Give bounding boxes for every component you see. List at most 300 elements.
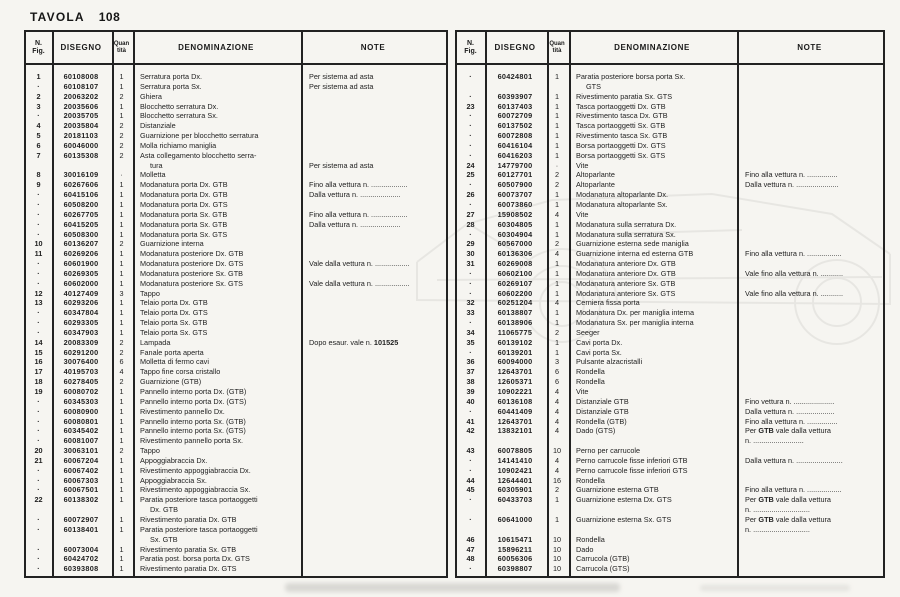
fig-cell: · (37, 554, 40, 564)
qty-cell: 1 (554, 259, 560, 269)
note-cell (736, 545, 883, 555)
disegno-cell: 60291200 (63, 347, 99, 357)
note-cell: Dalla vettura n. ..................... (745, 180, 839, 190)
fig-cell: 30 (466, 249, 475, 259)
qty-cell: 1 (554, 111, 560, 121)
fig-cell: 1 (36, 72, 41, 81)
fig-cell: · (37, 436, 40, 446)
table-row (26, 121, 446, 131)
table-row (26, 564, 446, 574)
table-row (457, 545, 883, 555)
disegno-cell (484, 436, 546, 446)
note-cell (736, 82, 883, 92)
table-row (457, 525, 883, 535)
qty-cell: 1 (554, 308, 560, 318)
denominazione-cell: Carrucola (GTS) (576, 564, 630, 574)
fig-cell (26, 505, 51, 515)
table-row (26, 476, 446, 486)
fig-cell: · (469, 406, 472, 416)
disegno-cell: 20035804 (63, 121, 99, 131)
note-cell (300, 200, 446, 210)
denominazione-cell: Modanatura posteriore Dx. GTB (140, 249, 244, 259)
qty-cell: 6 (119, 357, 124, 367)
table-row (457, 377, 883, 387)
fig-cell: · (37, 219, 40, 229)
disegno-cell: 60108008 (63, 72, 99, 81)
denominazione-cell: Modanatura porta Dx. GTB (140, 180, 228, 190)
disegno-cell: 60072907 (63, 514, 99, 524)
table-row (457, 456, 883, 466)
denominazione-cell: Cavi porta Sx. (576, 347, 622, 357)
denominazione-cell: Rondella (576, 367, 605, 377)
fig-cell: · (37, 396, 40, 406)
qty-cell: 2 (119, 337, 124, 347)
fig-cell: · (37, 259, 40, 269)
disegno-cell: 60078805 (497, 446, 533, 456)
qty-cell: 1 (119, 514, 124, 524)
qty-cell: 1 (119, 278, 124, 288)
note-cell: Vale dalla vettura n. ................. (309, 278, 410, 288)
fig-cell (26, 535, 51, 545)
note-cell (300, 436, 446, 446)
fig-cell (457, 82, 484, 92)
denominazione-cell: Borsa portaoggetti Dx. GTS (576, 140, 666, 150)
table-row (457, 407, 883, 417)
qty-cell: 1 (119, 455, 124, 465)
table-row (457, 436, 883, 446)
table-row (457, 161, 883, 171)
denominazione-cell: Pulsante alzacristalli (576, 357, 643, 367)
note-cell: Fino vettura n. .................... (745, 396, 835, 406)
qty-cell: 1 (119, 259, 124, 269)
note-cell: Dalla vettura n. ................... (745, 406, 835, 416)
page-title-text: TAVOLA (30, 10, 85, 24)
qty-cell: 2 (119, 239, 124, 249)
fig-cell: · (469, 278, 472, 288)
disegno-cell: 60601900 (63, 259, 99, 269)
disegno-cell: 60136306 (497, 249, 533, 259)
fig-cell: · (37, 485, 40, 495)
denominazione-cell: Tasca portaoggetti Sx. GTB (576, 121, 666, 131)
page-title (30, 10, 120, 24)
disegno-cell: 20083309 (63, 337, 99, 347)
qty-cell: 1 (554, 514, 560, 524)
fig-cell: · (469, 199, 472, 209)
table-row (26, 180, 446, 190)
fig-cell: 40 (466, 396, 475, 406)
note-cell (736, 259, 883, 269)
denominazione-cell: Guarnizione esterna Sx. GTS (576, 514, 672, 524)
qty-cell: 4 (554, 455, 560, 465)
note-cell (300, 535, 446, 545)
fig-cell: 45 (466, 485, 475, 495)
table-row (26, 387, 446, 397)
note-cell (300, 102, 446, 112)
note-cell (300, 289, 446, 299)
note-cell: Fino alla vettura n. ............... (745, 416, 838, 426)
denominazione-cell: Modanatura porta Dx. GTS (140, 199, 228, 209)
fig-cell (26, 161, 51, 171)
qty-cell: 4 (554, 396, 560, 406)
scan-smudge (700, 585, 850, 591)
denominazione-cell: Rivestimento paratia Sx. GTS (576, 91, 673, 101)
fig-cell: 9 (36, 180, 41, 190)
fig-cell: · (37, 514, 40, 524)
note-cell (300, 318, 446, 328)
fig-cell: 15 (34, 347, 43, 357)
disegno-cell: 60137502 (497, 121, 533, 131)
fig-cell: · (37, 190, 40, 200)
fig-cell: 32 (466, 298, 475, 308)
qty-cell: 1 (554, 278, 560, 288)
note-cell (736, 466, 883, 476)
table-row (26, 436, 446, 446)
denominazione-cell: Rivestimento paratia Dx. GTB (140, 514, 237, 524)
table-row (457, 92, 883, 102)
qty-cell: 1 (554, 337, 560, 347)
denominazione-cell: Guarnizione esterna Dx. GTS (576, 495, 672, 505)
qty-cell: 10 (552, 564, 562, 574)
denominazione-cell: Modanatura anteriore Sx. GTS (576, 288, 676, 298)
fig-cell: · (469, 91, 472, 101)
disegno-cell: 40127409 (63, 288, 99, 298)
note-cell (300, 151, 446, 161)
table-row (457, 269, 883, 279)
denominazione-cell: Serratura porta Dx. (140, 72, 203, 81)
denominazione-cell: Molla richiamo maniglia (140, 140, 217, 150)
qty-cell: 4 (119, 367, 124, 377)
qty-cell: 1 (119, 564, 124, 574)
denominazione-cell: Modanatura porta Sx. GTB (140, 219, 228, 229)
note-cell (736, 476, 883, 486)
disegno-cell: 60433703 (497, 495, 533, 505)
qty-cell: 1 (119, 199, 124, 209)
disegno-cell: 60567000 (497, 239, 533, 249)
fig-cell: 2 (36, 91, 41, 101)
fig-cell: · (37, 111, 40, 121)
table-row (457, 397, 883, 407)
fig-cell: · (37, 416, 40, 426)
table-row (26, 72, 446, 82)
table-row (457, 141, 883, 151)
disegno-cell: 60094000 (497, 357, 533, 367)
disegno-cell: 30016109 (63, 170, 99, 180)
note-cell (736, 446, 883, 456)
disegno-cell (484, 82, 546, 92)
disegno-cell: 60269107 (497, 278, 533, 288)
qty-cell: · (120, 170, 123, 180)
disegno-cell: 60508300 (63, 229, 99, 239)
denominazione-cell: Lampada (140, 337, 171, 347)
denominazione-cell: Vite (576, 387, 589, 396)
qty-cell: 1 (119, 308, 124, 318)
qty-cell (546, 82, 568, 92)
table-row (26, 456, 446, 466)
disegno-cell: 60398807 (497, 564, 533, 574)
note-cell (736, 190, 883, 200)
disegno-cell: 60345303 (63, 396, 99, 406)
note-cell (300, 515, 446, 525)
note-cell: Fino alla vettura n. ............... (745, 170, 838, 180)
table-row (457, 505, 883, 515)
denominazione-cell: Guarnizione per blocchetto serratura (140, 131, 259, 141)
qty-cell: 1 (119, 406, 124, 416)
fig-cell: · (37, 544, 40, 554)
denominazione-cell: Vite (576, 160, 589, 170)
fig-cell: 35 (466, 337, 475, 347)
table-row (457, 289, 883, 299)
disegno-cell: 14779700 (497, 160, 533, 170)
disegno-cell: 11065775 (497, 327, 533, 337)
qty-cell: 1 (554, 72, 560, 81)
qty-cell: 1 (554, 101, 560, 111)
denominazione-cell: Telaio porta Dx. GTB (140, 298, 208, 308)
disegno-cell: 60602000 (63, 278, 99, 288)
disegno-cell: 60602100 (497, 268, 533, 278)
disegno-cell: 60138906 (497, 318, 533, 328)
disegno-cell: 20063202 (63, 91, 99, 101)
denominazione-cell: Tappo (140, 288, 160, 298)
denominazione-cell: Modanatura posteriore Dx. GTS (140, 259, 244, 269)
table-row (26, 151, 446, 161)
disegno-cell: 60393808 (63, 564, 99, 574)
note-cell (736, 151, 883, 161)
disegno-cell: 60080900 (63, 406, 99, 416)
qty-cell: 1 (119, 318, 124, 328)
disegno-cell: 60345402 (63, 426, 99, 436)
denominazione-cell: Borsa portaoggetti Sx. GTS (576, 150, 666, 160)
table-row (26, 417, 446, 427)
fig-cell: 10 (34, 239, 43, 249)
table-row (457, 476, 883, 486)
note-cell (736, 318, 883, 328)
note-cell (300, 505, 446, 515)
disegno-cell: 12643701 (497, 416, 533, 426)
denominazione-cell: Guarnizione esterna GTB (576, 485, 659, 495)
table-body (457, 65, 883, 574)
fig-cell: · (469, 229, 472, 239)
qty-cell: 2 (119, 91, 124, 101)
denominazione-cell: Rivestimento appoggiabraccia Dx. (140, 465, 251, 475)
fig-cell: · (37, 524, 40, 534)
column-header-denominazione: DENOMINAZIONE (178, 43, 254, 52)
fig-cell: 41 (466, 416, 475, 426)
denominazione-cell (568, 525, 736, 535)
note-cell (736, 348, 883, 358)
note-cell: n. ............................ (745, 505, 810, 515)
column-divider (547, 32, 549, 576)
table-row (26, 367, 446, 377)
denominazione-cell: Fanale porta aperta (140, 347, 204, 357)
fig-cell: 38 (466, 377, 475, 387)
disegno-cell: 60136108 (497, 396, 533, 406)
qty-cell: 1 (119, 426, 124, 436)
note-cell (300, 328, 446, 338)
qty-cell: 1 (119, 524, 124, 534)
column-divider (112, 32, 114, 576)
table-row (457, 151, 883, 161)
qty-cell: 1 (119, 229, 124, 239)
qty-cell: 4 (554, 387, 560, 396)
table-row (457, 111, 883, 121)
denominazione-cell: Modanatura altoparlante Dx. (576, 190, 669, 200)
fig-cell: 26 (466, 190, 475, 200)
qty-cell: 1 (119, 209, 124, 219)
note-cell (736, 328, 883, 338)
fig-cell: · (469, 121, 472, 131)
disegno-cell: 60138401 (63, 524, 99, 534)
qty-cell: 1 (554, 91, 560, 101)
fig-cell: · (37, 406, 40, 416)
denominazione-cell (568, 436, 736, 446)
table-row (26, 82, 446, 92)
table-row (26, 348, 446, 358)
denominazione-cell: Modanatura porta Dx. GTB (140, 190, 228, 200)
qty-cell: 2 (554, 180, 560, 190)
qty-cell: 1 (119, 387, 124, 396)
denominazione-cell: Rivestimento pannello porta Sx. (140, 436, 244, 446)
disegno-cell: 60072709 (497, 111, 533, 121)
fig-cell: · (37, 465, 40, 475)
denominazione-cell: Telaio porta Sx. GTS (140, 327, 208, 337)
qty-cell: 1 (119, 327, 124, 337)
denominazione-cell: Paratia posteriore tasca portaoggetti (140, 495, 258, 505)
denominazione-cell: Serratura porta Sx. (140, 81, 202, 91)
disegno-cell: 60251204 (497, 298, 533, 308)
table-row (26, 230, 446, 240)
table-row (26, 308, 446, 318)
fig-cell: · (469, 495, 472, 505)
table-row (26, 220, 446, 230)
disegno-cell: 60293206 (63, 298, 99, 308)
note-cell: Per GTB vale dalla vettura (745, 495, 831, 505)
denominazione-cell: Rivestimento tasca Sx. GTB (576, 131, 668, 141)
denominazione-cell: Asta collegamento blocchetto serra- (140, 150, 257, 160)
fig-cell: 31 (466, 259, 475, 269)
fig-cell: 23 (466, 101, 475, 111)
disegno-cell: 60073707 (497, 190, 533, 200)
qty-cell: 1 (119, 249, 124, 259)
note-cell (300, 564, 446, 574)
denominazione-cell: Rivestimento appoggiabraccia Sx. (140, 485, 251, 495)
fig-cell: 3 (36, 101, 41, 111)
table-row (26, 239, 446, 249)
qty-cell: 1 (554, 318, 560, 328)
denominazione-cell: Guarnizione interna (140, 239, 204, 249)
table-row (457, 170, 883, 180)
table-row (26, 318, 446, 328)
fig-cell: 39 (466, 387, 475, 396)
note-cell (736, 200, 883, 210)
fig-cell: · (37, 327, 40, 337)
qty-cell: 1 (119, 475, 124, 485)
note-cell (736, 367, 883, 377)
column-header-disegno: DISEGNO (60, 43, 102, 52)
qty-cell: 4 (554, 249, 560, 259)
fig-cell: · (469, 111, 472, 121)
table-row (457, 210, 883, 220)
fig-cell: · (37, 564, 40, 574)
disegno-cell: 60072808 (497, 131, 533, 141)
fig-cell: 44 (466, 475, 475, 485)
note-cell: Fino alla vettura n. ................. (745, 485, 842, 495)
qty-cell: 4 (554, 209, 560, 219)
denominazione-cell: Modanatura posteriore Sx. GTB (140, 268, 244, 278)
fig-cell: 18 (34, 377, 43, 387)
fig-cell: 16 (34, 357, 43, 367)
fig-cell: 11 (34, 249, 43, 259)
table-row (457, 239, 883, 249)
fig-cell (457, 505, 484, 515)
note-cell (300, 92, 446, 102)
qty-cell: 1 (119, 495, 124, 505)
qty-cell: 3 (554, 357, 560, 367)
fig-cell: · (37, 209, 40, 219)
qty-cell: 1 (119, 544, 124, 554)
qty-cell: 2 (554, 239, 560, 249)
table-row (457, 298, 883, 308)
qty-cell: 1 (554, 199, 560, 209)
denominazione-cell: Dado (576, 544, 594, 554)
denominazione-cell: Modanatura Sx. per maniglia interna (576, 318, 694, 328)
denominazione-cell: Paratia post. borsa porta Dx. GTS (140, 554, 250, 564)
table-row (26, 495, 446, 505)
disegno-cell: 60067204 (63, 455, 99, 465)
denominazione-cell: Modanatura altoparlante Sx. (576, 199, 668, 209)
fig-cell: 4 (36, 121, 41, 131)
table-row (457, 318, 883, 328)
column-header-qty: Quan tità (549, 40, 565, 54)
table-row (457, 348, 883, 358)
table-header (26, 32, 446, 65)
fig-cell: · (37, 229, 40, 239)
note-cell (300, 377, 446, 387)
column-divider (569, 32, 571, 576)
qty-cell: 1 (554, 190, 560, 200)
table-row (26, 407, 446, 417)
fig-cell: · (469, 72, 472, 81)
table-row (26, 426, 446, 436)
note-cell (300, 417, 446, 427)
disegno-cell: 60137403 (497, 101, 533, 111)
denominazione-cell: Modanatura anteriore Dx. GTB (576, 268, 676, 278)
table-row (457, 535, 883, 545)
qty-cell: 4 (554, 416, 560, 426)
disegno-cell: 60441409 (497, 406, 533, 416)
qty-cell: 1 (119, 101, 124, 111)
denominazione-cell: Perno per carrucole (576, 446, 641, 456)
note-cell: n. ............................ (745, 524, 810, 534)
qty-cell: 1 (554, 495, 560, 505)
qty-cell: 1 (119, 180, 124, 190)
fig-cell: 21 (34, 455, 43, 465)
note-cell: Per sistema ad asta (309, 81, 374, 91)
table-row (26, 111, 446, 121)
denominazione-cell: Sx. GTB (150, 534, 178, 544)
denominazione-cell: Paratia posteriore borsa porta Sx. (576, 72, 686, 81)
disegno-cell: 60269206 (63, 249, 99, 259)
note-cell (300, 446, 446, 456)
disegno-cell: 60135308 (63, 150, 99, 160)
note-cell (736, 535, 883, 545)
qty-cell (546, 525, 568, 535)
qty-cell: 4 (554, 298, 560, 308)
disegno-cell: 60080801 (63, 416, 99, 426)
column-header-fig: N. Fig. (464, 39, 477, 55)
note-cell: Dalla vettura n. ....................... (745, 455, 843, 465)
note-cell (300, 298, 446, 308)
denominazione-cell: Molletta di fermo cavi (140, 357, 209, 367)
